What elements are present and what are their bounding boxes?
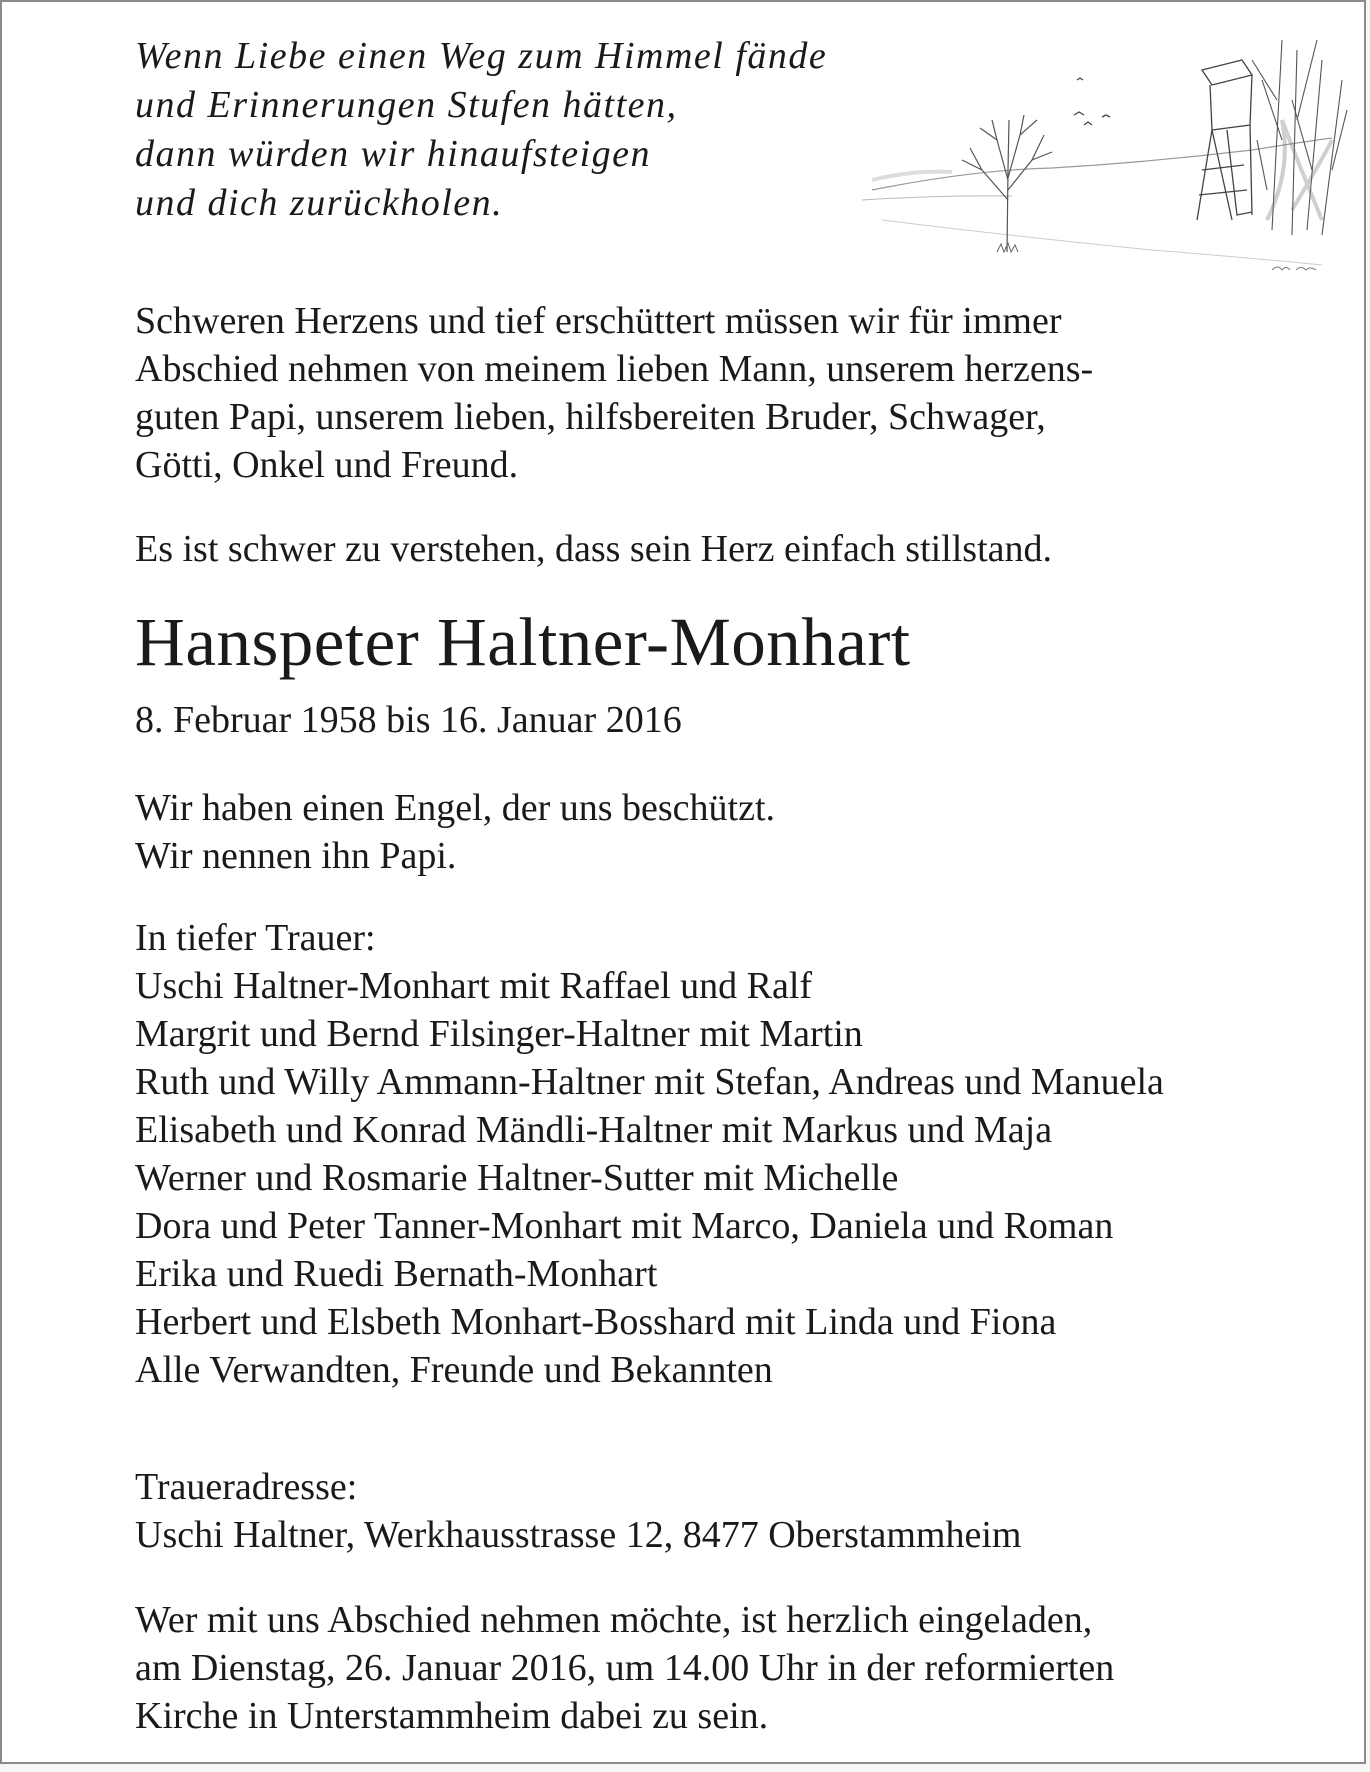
mourners-heading: In tiefer Trauer: [135, 917, 376, 959]
mourner-entry: Herbert und Elsbeth Monhart-Bosshard mit Linda und Fiona [135, 1301, 1057, 1343]
mourner-entry: Dora und Peter Tanner-Monhart mit Marco, Daniela und Roman [135, 1205, 1114, 1247]
poem-line: und dich zurückholen. [135, 182, 504, 224]
poem-line: und Erinnerungen Stufen hätten, [135, 84, 678, 126]
intro-paragraph [135, 297, 1093, 489]
address-text: Uschi Haltner, Werkhausstrasse 12, 8477 Oberstammheim [135, 1514, 1022, 1556]
life-dates-text: 8. Februar 1958 bis 16. Januar 2016 [135, 699, 682, 741]
intro-line: Götti, Onkel und Freund. [135, 444, 519, 486]
farewell-line: am Dienstag, 26. Januar 2016, um 14.00 Uhr in der reformierten [135, 1647, 1115, 1689]
mourner-entry: Margrit und Bernd Filsinger-Haltner mit Martin [135, 1013, 863, 1055]
life-dates [135, 696, 682, 744]
mourner-entry: Werner und Rosmarie Haltner-Sutter mit Michelle [135, 1157, 899, 1199]
deceased-name [135, 600, 911, 684]
heart-text: Es ist schwer zu verstehen, dass sein Herz einfach stillstand. [135, 528, 1053, 570]
mourner-entry: Elisabeth und Konrad Mändli-Haltner mit Markus und Maja [135, 1109, 1053, 1151]
poem-line: Wenn Liebe einen Weg zum Himmel fände [135, 35, 828, 77]
intro-line: Abschied nehmen von meinem lieben Mann, unserem herzens- [135, 348, 1094, 390]
landscape-sketch-icon [852, 20, 1352, 290]
mourner-entry: Uschi Haltner-Monhart mit Raffael und Ralf [135, 965, 813, 1007]
mourner-entry: Ruth und Willy Ammann-Haltner mit Stefan, Andreas und Manuela [135, 1061, 1164, 1103]
poem-line: dann würden wir hinaufsteigen [135, 133, 652, 175]
poem [135, 32, 827, 228]
deceased-name-text: Hanspeter Haltner-Monhart [135, 604, 911, 680]
intro-line: guten Papi, unserem lieben, hilfsbereiten Bruder, Schwager, [135, 396, 1046, 438]
intro-line: Schweren Herzens und tief erschüttert müssen wir für immer [135, 300, 1062, 342]
angel-verse [135, 784, 775, 880]
mourner-entry: Alle Verwandten, Freunde und Bekannten [135, 1349, 773, 1391]
heart-line [135, 525, 1052, 573]
angel-line: Wir nennen ihn Papi. [135, 835, 457, 877]
angel-line: Wir haben einen Engel, der uns beschützt. [135, 787, 776, 829]
farewell-line: Wer mit uns Abschied nehmen möchte, ist herzlich eingeladen, [135, 1599, 1093, 1641]
farewell-invitation [135, 1596, 1114, 1740]
mourning-address [135, 1463, 1021, 1559]
farewell-line: Kirche in Unterstammheim dabei zu sein. [135, 1695, 769, 1737]
mourner-entry: Erika und Ruedi Bernath-Monhart [135, 1253, 658, 1295]
address-label: Traueradresse: [135, 1466, 358, 1508]
mourners-list [135, 914, 1164, 1394]
